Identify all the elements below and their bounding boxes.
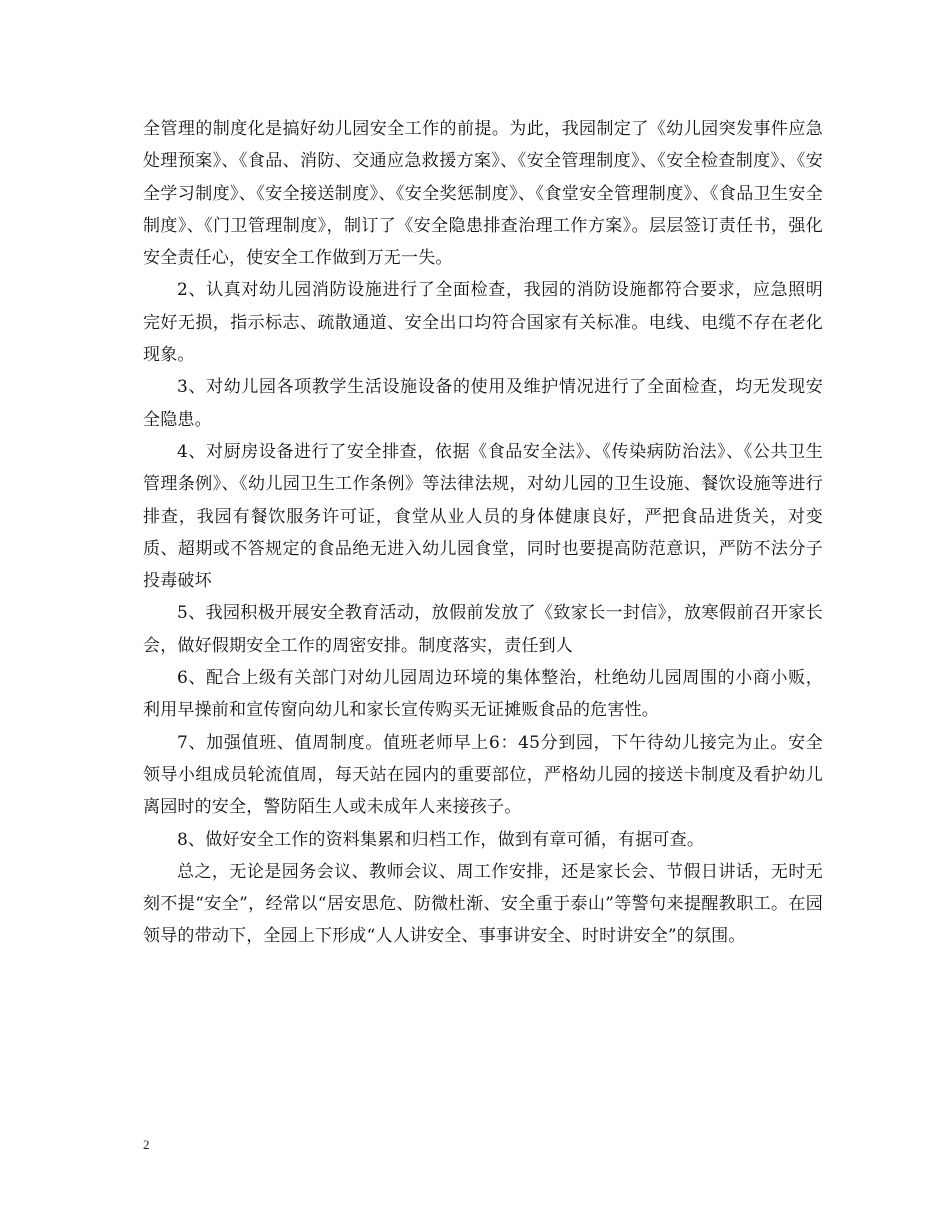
- document-body: [143, 113, 823, 953]
- paragraph-7: 7、加强值班、值周制度。值班老师早上6：45分到园，下午待幼儿接完为止。安全领导小组成员轮流值周，每天站在园内的重要部位，严格幼儿园的接送卡制度及看护幼儿离园时的安全，警防陌生人或未成年人来接孩子。: [143, 732, 823, 818]
- paragraph-3: 3、对幼儿园各项教学生活设施设备的使用及维护情况进行了全面检查，均无发现安全隐患。: [143, 377, 823, 430]
- paragraph-4: 4、对厨房设备进行了安全排查，依据《食品安全法》、《传染病防治法》、《公共卫生管理条例》、《幼儿园卫生工作条例》等法律法规，对幼儿园的卫生设施、餐饮设施等进行排查，我园有餐饮服务许可证，食堂从业人员的身体健康良好，严把食品进货关，对变质、超期或不答规定的食品绝无进入幼儿园食堂，同时也要提高防范意识，严防不法分子投毒破坏: [143, 441, 823, 592]
- paragraph-6: 6、配合上级有关部门对幼儿园周边环境的集体整治，杜绝幼儿园周围的小商小贩，利用早操前和宣传窗向幼儿和家长宣传购买无证摊贩食品的危害性。: [143, 668, 823, 721]
- paragraph-9: 总之，无论是园务会议、教师会议、周工作安排，还是家长会、节假日讲话，无时无刻不提“安全”，经常以“居安思危、防微杜渐、安全重于泰山”等警句来提醒教职工。在园领导的带动下，全园上下形成“人人讲安全、事事讲安全、时时讲安全”的氛围。: [143, 861, 823, 947]
- paragraph-5: 5、我园积极开展安全教育活动，放假前发放了《致家长一封信》，放寒假前召开家长会，做好假期安全工作的周密安排。制度落实，责任到人: [143, 603, 823, 656]
- paragraph-8: 8、做好安全工作的资料集累和归档工作，做到有章可循，有据可查。: [177, 829, 705, 850]
- page-number: 2: [143, 1137, 150, 1152]
- paragraph-1: 全管理的制度化是搞好幼儿园安全工作的前提。为此，我园制定了《幼儿园突发事件应急处理预案》、《食品、消防、交通应急救援方案》、《安全管理制度》、《安全检查制度》、《安全学习制度》、《安全接送制度》、《安全奖惩制度》、《食堂安全管理制度》、《食品卫生安全制度》、《门卫管理制度》，制订了《安全隐患排查治理工作方案》。层层签订责任书，强化安全责任心，使安全工作做到万无一失。: [143, 119, 823, 269]
- paragraph-2: 2、认真对幼儿园消防设施进行了全面检查，我园的消防设施都符合要求，应急照明完好无损，指示标志、疏散通道、安全出口均符合国家有关标准。电线、电缆不存在老化现象。: [143, 280, 823, 366]
